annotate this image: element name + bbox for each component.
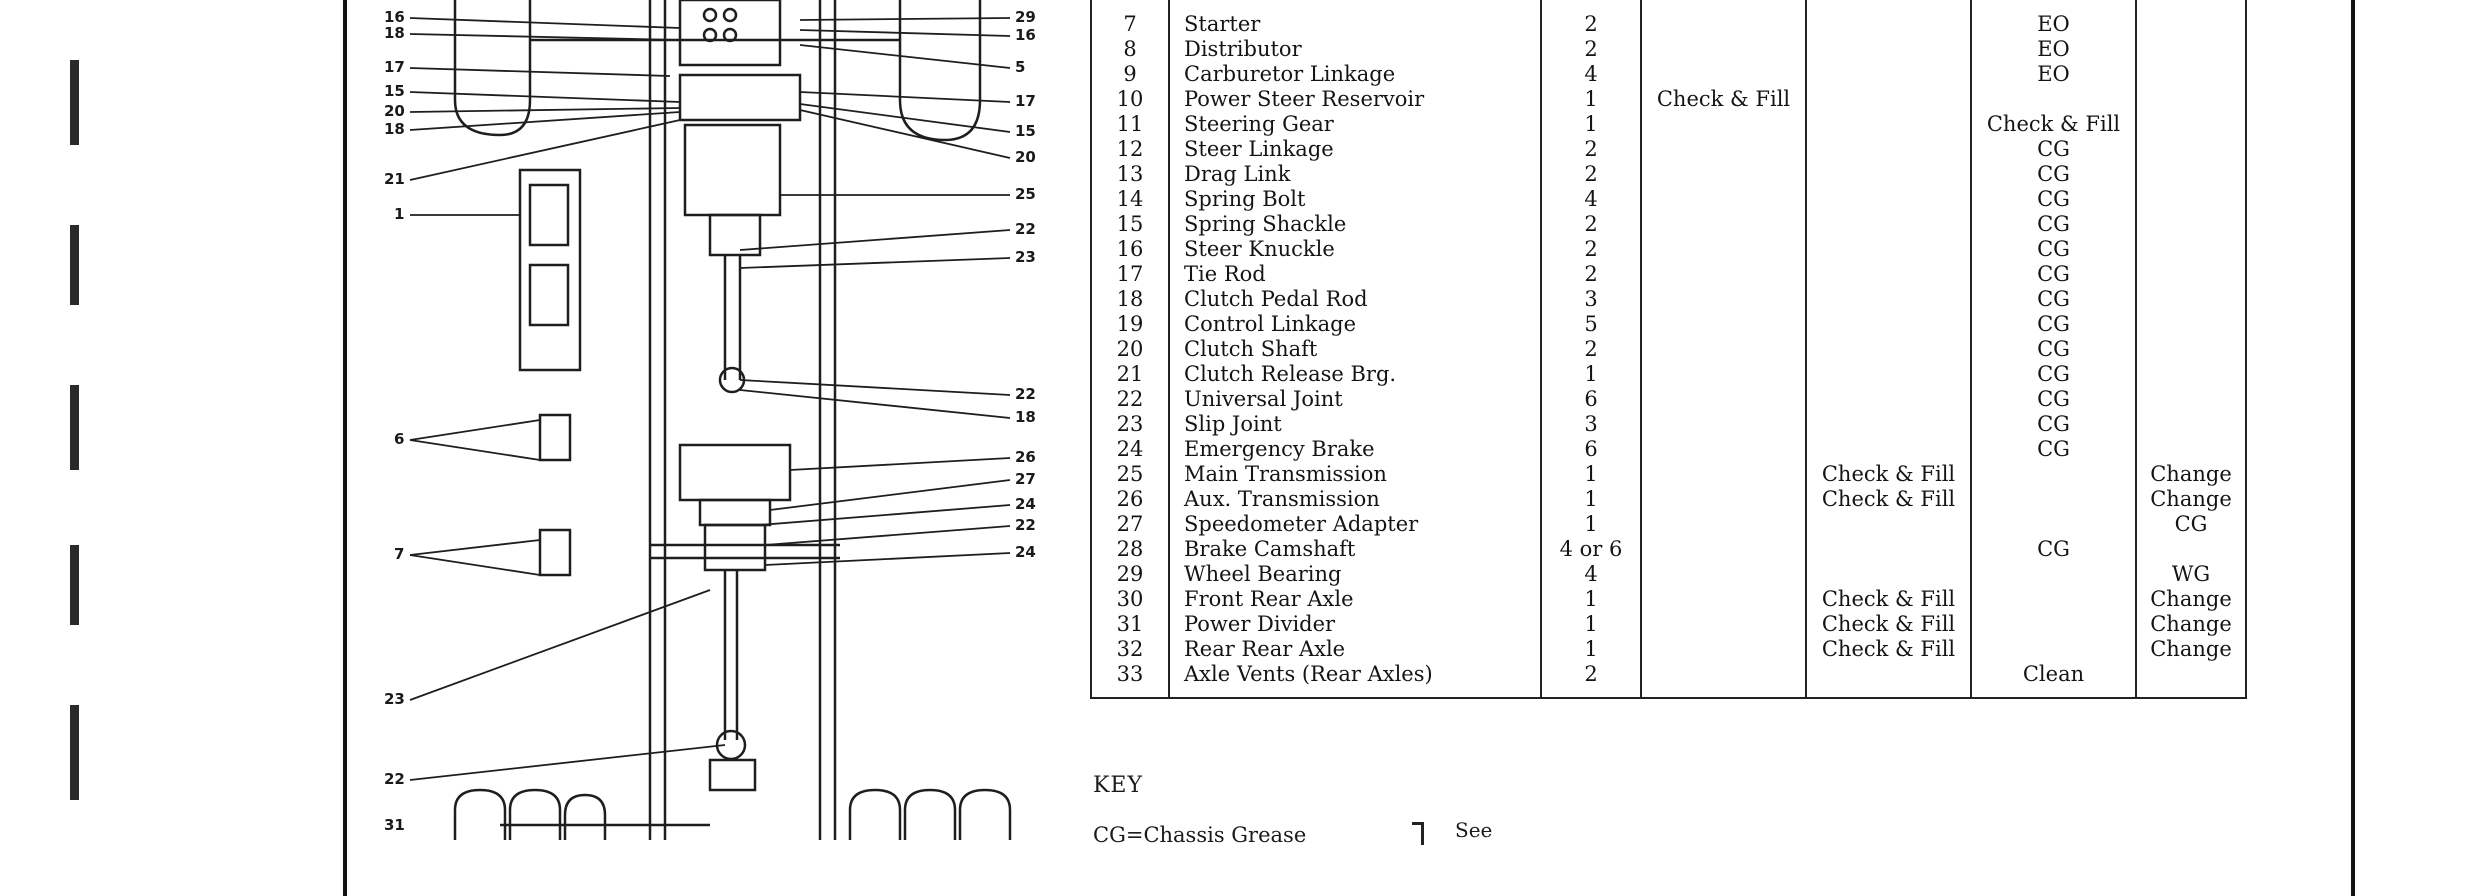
diagram-callout: 7 — [394, 545, 405, 563]
item-number: 27 — [1091, 512, 1169, 537]
service-col-c — [1971, 562, 2136, 587]
item-name: Distributor — [1169, 37, 1541, 62]
item-number: 7 — [1091, 12, 1169, 37]
service-col-d: Change — [2136, 462, 2246, 487]
service-col-a — [1641, 562, 1806, 587]
service-col-a — [1641, 462, 1806, 487]
service-col-c: CG — [1971, 437, 2136, 462]
item-name: Aux. Transmission — [1169, 487, 1541, 512]
diagram-callout: 15 — [384, 82, 405, 100]
service-col-c — [1971, 87, 2136, 112]
service-col-c — [1971, 637, 2136, 662]
item-number: 26 — [1091, 487, 1169, 512]
service-col-a — [1641, 387, 1806, 412]
service-col-a — [1641, 487, 1806, 512]
service-col-c — [1971, 487, 2136, 512]
item-number: 32 — [1091, 637, 1169, 662]
table-row — [1091, 337, 2246, 362]
service-col-a — [1641, 212, 1806, 237]
service-col-a — [1641, 437, 1806, 462]
item-points: 5 — [1541, 312, 1641, 337]
service-col-d: Change — [2136, 587, 2246, 612]
service-col-d — [2136, 137, 2246, 162]
diagram-callout: 31 — [384, 816, 405, 834]
service-col-d — [2136, 62, 2246, 87]
service-col-a — [1641, 62, 1806, 87]
binder-mark — [70, 385, 79, 470]
table-row — [1091, 237, 2246, 262]
service-col-c: CG — [1971, 212, 2136, 237]
service-col-b — [1806, 62, 1971, 87]
item-points: 1 — [1541, 612, 1641, 637]
item-name: Control Linkage — [1169, 312, 1541, 337]
diagram-callout: 22 — [1015, 516, 1036, 534]
item-number: 31 — [1091, 612, 1169, 637]
service-col-c — [1971, 587, 2136, 612]
item-points: 2 — [1541, 137, 1641, 162]
item-number: 11 — [1091, 112, 1169, 137]
service-col-b — [1806, 337, 1971, 362]
item-points: 2 — [1541, 237, 1641, 262]
service-col-d — [2136, 237, 2246, 262]
table-row — [1091, 637, 2246, 662]
service-col-c — [1971, 462, 2136, 487]
service-col-a — [1641, 337, 1806, 362]
diagram-callout: 18 — [384, 24, 405, 42]
service-col-d — [2136, 187, 2246, 212]
service-col-b — [1806, 537, 1971, 562]
item-number: 24 — [1091, 437, 1169, 462]
service-col-d — [2136, 337, 2246, 362]
item-name: Tie Rod — [1169, 262, 1541, 287]
item-name: Steer Knuckle — [1169, 237, 1541, 262]
service-col-a — [1641, 537, 1806, 562]
service-col-c: EO — [1971, 62, 2136, 87]
service-col-b — [1806, 262, 1971, 287]
item-number: 29 — [1091, 562, 1169, 587]
item-name: Axle Vents (Rear Axles) — [1169, 662, 1541, 698]
service-col-b — [1806, 12, 1971, 37]
diagram-callout: 21 — [384, 170, 405, 188]
key-bracket — [1412, 822, 1424, 845]
service-col-b — [1806, 212, 1971, 237]
key-see-label: See — [1455, 818, 1493, 842]
table-row — [1091, 312, 2246, 337]
table-row — [1091, 37, 2246, 62]
table-row — [1091, 0, 2246, 12]
item-points: 1 — [1541, 587, 1641, 612]
item-name: Universal Joint — [1169, 387, 1541, 412]
service-col-a — [1641, 512, 1806, 537]
service-col-a: Check & Fill — [1641, 87, 1806, 112]
table-row — [1091, 287, 2246, 312]
chassis-diagram — [380, 0, 1060, 840]
service-col-b — [1806, 237, 1971, 262]
diagram-callout: 20 — [384, 102, 405, 120]
table-row — [1091, 262, 2246, 287]
item-points: 1 — [1541, 87, 1641, 112]
item-name: Wheel Bearing — [1169, 562, 1541, 587]
item-points: 1 — [1541, 112, 1641, 137]
diagram-callout: 5 — [1015, 58, 1026, 76]
table-row — [1091, 187, 2246, 212]
service-col-a — [1641, 612, 1806, 637]
item-number: 12 — [1091, 137, 1169, 162]
service-col-a — [1641, 12, 1806, 37]
service-col-c: EO — [1971, 37, 2136, 62]
service-col-d — [2136, 287, 2246, 312]
item-name: Clutch Pedal Rod — [1169, 287, 1541, 312]
service-col-b: Check & Fill — [1806, 462, 1971, 487]
table-row — [1091, 112, 2246, 137]
diagram-callout: 26 — [1015, 448, 1036, 466]
item-number: 19 — [1091, 312, 1169, 337]
service-col-b: Check & Fill — [1806, 637, 1971, 662]
item-number: 30 — [1091, 587, 1169, 612]
item-name: Steer Linkage — [1169, 137, 1541, 162]
service-col-c: CG — [1971, 537, 2136, 562]
service-col-a — [1641, 187, 1806, 212]
service-col-d — [2136, 112, 2246, 137]
service-col-d: Change — [2136, 637, 2246, 662]
service-col-d — [2136, 387, 2246, 412]
service-col-b — [1806, 312, 1971, 337]
item-number: 8 — [1091, 37, 1169, 62]
lubrication-table-body — [1091, 0, 2246, 698]
item-name: Starter — [1169, 12, 1541, 37]
diagram-callout: 17 — [384, 58, 405, 76]
table-row — [1091, 662, 2246, 698]
item-name: Brake Camshaft — [1169, 537, 1541, 562]
service-col-d — [2136, 212, 2246, 237]
item-number: 28 — [1091, 537, 1169, 562]
service-col-a — [1641, 162, 1806, 187]
item-number: 9 — [1091, 62, 1169, 87]
item-points: 4 — [1541, 62, 1641, 87]
item-name: Main Transmission — [1169, 462, 1541, 487]
item-points: 1 — [1541, 512, 1641, 537]
item-name: Drag Link — [1169, 162, 1541, 187]
diagram-callout: 24 — [1015, 543, 1036, 561]
service-col-c: CG — [1971, 262, 2136, 287]
table-row — [1091, 62, 2246, 87]
service-col-a — [1641, 362, 1806, 387]
service-col-b — [1806, 562, 1971, 587]
item-points: 6 — [1541, 437, 1641, 462]
service-col-a — [1641, 587, 1806, 612]
service-col-d — [2136, 662, 2246, 698]
service-col-a — [1641, 237, 1806, 262]
item-points: 2 — [1541, 337, 1641, 362]
item-name: Speedometer Adapter — [1169, 512, 1541, 537]
service-col-b — [1806, 412, 1971, 437]
service-col-a — [1641, 37, 1806, 62]
table-row — [1091, 362, 2246, 387]
item-name: Spring Bolt — [1169, 187, 1541, 212]
table-row — [1091, 12, 2246, 37]
item-points: 3 — [1541, 412, 1641, 437]
item-number: 16 — [1091, 237, 1169, 262]
binder-mark — [70, 705, 79, 800]
service-col-b — [1806, 112, 1971, 137]
service-col-b: Check & Fill — [1806, 587, 1971, 612]
diagram-callout: 17 — [1015, 92, 1036, 110]
lubrication-table — [1090, 0, 2247, 699]
item-points: 6 — [1541, 387, 1641, 412]
item-points: 4 — [1541, 562, 1641, 587]
item-name: Power Divider — [1169, 612, 1541, 637]
table-row — [1091, 437, 2246, 462]
item-name: Power Steer Reservoir — [1169, 87, 1541, 112]
item-points: 2 — [1541, 37, 1641, 62]
diagram-callout: 20 — [1015, 148, 1036, 166]
diagram-callout: 6 — [394, 430, 405, 448]
service-col-d — [2136, 87, 2246, 112]
service-col-c — [1971, 612, 2136, 637]
key-entry-cg: CG=Chassis Grease — [1093, 823, 1307, 847]
item-number: 21 — [1091, 362, 1169, 387]
service-col-b — [1806, 512, 1971, 537]
item-points: 3 — [1541, 287, 1641, 312]
item-name: Rear Rear Axle — [1169, 637, 1541, 662]
service-col-d — [2136, 537, 2246, 562]
item-name: Front Rear Axle — [1169, 587, 1541, 612]
service-col-c — [1971, 512, 2136, 537]
item-number: 14 — [1091, 187, 1169, 212]
diagram-callout: 25 — [1015, 185, 1036, 203]
item-name: Emergency Brake — [1169, 437, 1541, 462]
item-number: 20 — [1091, 337, 1169, 362]
service-col-d — [2136, 362, 2246, 387]
item-number: 23 — [1091, 412, 1169, 437]
service-col-c: CG — [1971, 312, 2136, 337]
service-col-b — [1806, 137, 1971, 162]
item-number: 13 — [1091, 162, 1169, 187]
service-col-a — [1641, 662, 1806, 698]
diagram-callout: 15 — [1015, 122, 1036, 140]
table-row — [1091, 462, 2246, 487]
table-row — [1091, 612, 2246, 637]
diagram-callout: 24 — [1015, 495, 1036, 513]
table-row — [1091, 162, 2246, 187]
service-col-c: CG — [1971, 337, 2136, 362]
service-col-a — [1641, 262, 1806, 287]
service-col-c: CG — [1971, 362, 2136, 387]
item-number: 33 — [1091, 662, 1169, 698]
service-col-c: CG — [1971, 137, 2136, 162]
table-row — [1091, 587, 2246, 612]
item-name: Steering Gear — [1169, 112, 1541, 137]
service-col-d — [2136, 312, 2246, 337]
item-points: 2 — [1541, 262, 1641, 287]
service-col-c: EO — [1971, 12, 2136, 37]
service-col-c: CG — [1971, 237, 2136, 262]
diagram-callout: 22 — [1015, 220, 1036, 238]
service-col-c: CG — [1971, 187, 2136, 212]
table-row — [1091, 487, 2246, 512]
service-col-b — [1806, 287, 1971, 312]
service-col-d — [2136, 12, 2246, 37]
service-col-a — [1641, 412, 1806, 437]
item-points: 1 — [1541, 487, 1641, 512]
table-row — [1091, 212, 2246, 237]
service-col-a — [1641, 112, 1806, 137]
item-name: Clutch Shaft — [1169, 337, 1541, 362]
service-col-c: CG — [1971, 162, 2136, 187]
item-points: 1 — [1541, 637, 1641, 662]
service-col-a — [1641, 137, 1806, 162]
service-col-a — [1641, 637, 1806, 662]
table-row — [1091, 562, 2246, 587]
diagram-callout: 29 — [1015, 8, 1036, 26]
diagram-callout: 27 — [1015, 470, 1036, 488]
service-col-d — [2136, 437, 2246, 462]
item-name: Slip Joint — [1169, 412, 1541, 437]
diagram-callout: 16 — [384, 8, 405, 26]
service-col-b — [1806, 437, 1971, 462]
item-number: 15 — [1091, 212, 1169, 237]
diagram-callout: 18 — [1015, 408, 1036, 426]
item-number: 17 — [1091, 262, 1169, 287]
diagram-callout: 1 — [394, 205, 405, 223]
table-row — [1091, 137, 2246, 162]
key-title: KEY — [1093, 773, 1144, 798]
diagram-callout: 22 — [1015, 385, 1036, 403]
service-col-a — [1641, 312, 1806, 337]
item-number: 25 — [1091, 462, 1169, 487]
item-points: 1 — [1541, 462, 1641, 487]
item-points: 2 — [1541, 662, 1641, 698]
item-points: 4 — [1541, 187, 1641, 212]
service-col-b — [1806, 162, 1971, 187]
item-name: Clutch Release Brg. — [1169, 362, 1541, 387]
service-col-d — [2136, 37, 2246, 62]
table-row — [1091, 87, 2246, 112]
service-col-b — [1806, 362, 1971, 387]
diagram-callout: 22 — [384, 770, 405, 788]
service-col-d — [2136, 262, 2246, 287]
diagram-callout: 16 — [1015, 26, 1036, 44]
item-points: 4 or 6 — [1541, 537, 1641, 562]
service-col-c: CG — [1971, 387, 2136, 412]
table-row — [1091, 387, 2246, 412]
item-points: 2 — [1541, 12, 1641, 37]
item-number: 18 — [1091, 287, 1169, 312]
item-number: 22 — [1091, 387, 1169, 412]
service-col-d: Change — [2136, 612, 2246, 637]
service-col-d — [2136, 162, 2246, 187]
service-col-d: Change — [2136, 487, 2246, 512]
service-col-c: Check & Fill — [1971, 112, 2136, 137]
service-col-c: CG — [1971, 412, 2136, 437]
item-name: Carburetor Linkage — [1169, 62, 1541, 87]
service-col-b: Check & Fill — [1806, 612, 1971, 637]
table-row — [1091, 412, 2246, 437]
binder-mark — [70, 545, 79, 625]
service-col-b — [1806, 662, 1971, 698]
service-col-d: CG — [2136, 512, 2246, 537]
binder-mark — [70, 60, 79, 145]
lubrication-table-container — [1090, 0, 2250, 720]
item-points: 1 — [1541, 362, 1641, 387]
service-col-b — [1806, 37, 1971, 62]
diagram-callout: 23 — [384, 690, 405, 708]
service-col-c: Clean — [1971, 662, 2136, 698]
service-col-b: Check & Fill — [1806, 487, 1971, 512]
diagram-callout: 18 — [384, 120, 405, 138]
service-col-d — [2136, 412, 2246, 437]
item-points: 2 — [1541, 162, 1641, 187]
item-name: Spring Shackle — [1169, 212, 1541, 237]
service-col-d: WG — [2136, 562, 2246, 587]
service-col-b — [1806, 87, 1971, 112]
service-col-b — [1806, 387, 1971, 412]
item-points: 2 — [1541, 212, 1641, 237]
service-col-c: CG — [1971, 287, 2136, 312]
table-row — [1091, 537, 2246, 562]
table-row — [1091, 512, 2246, 537]
binder-mark — [70, 225, 79, 305]
service-col-b — [1806, 187, 1971, 212]
diagram-callout: 23 — [1015, 248, 1036, 266]
item-number: 10 — [1091, 87, 1169, 112]
service-col-a — [1641, 287, 1806, 312]
